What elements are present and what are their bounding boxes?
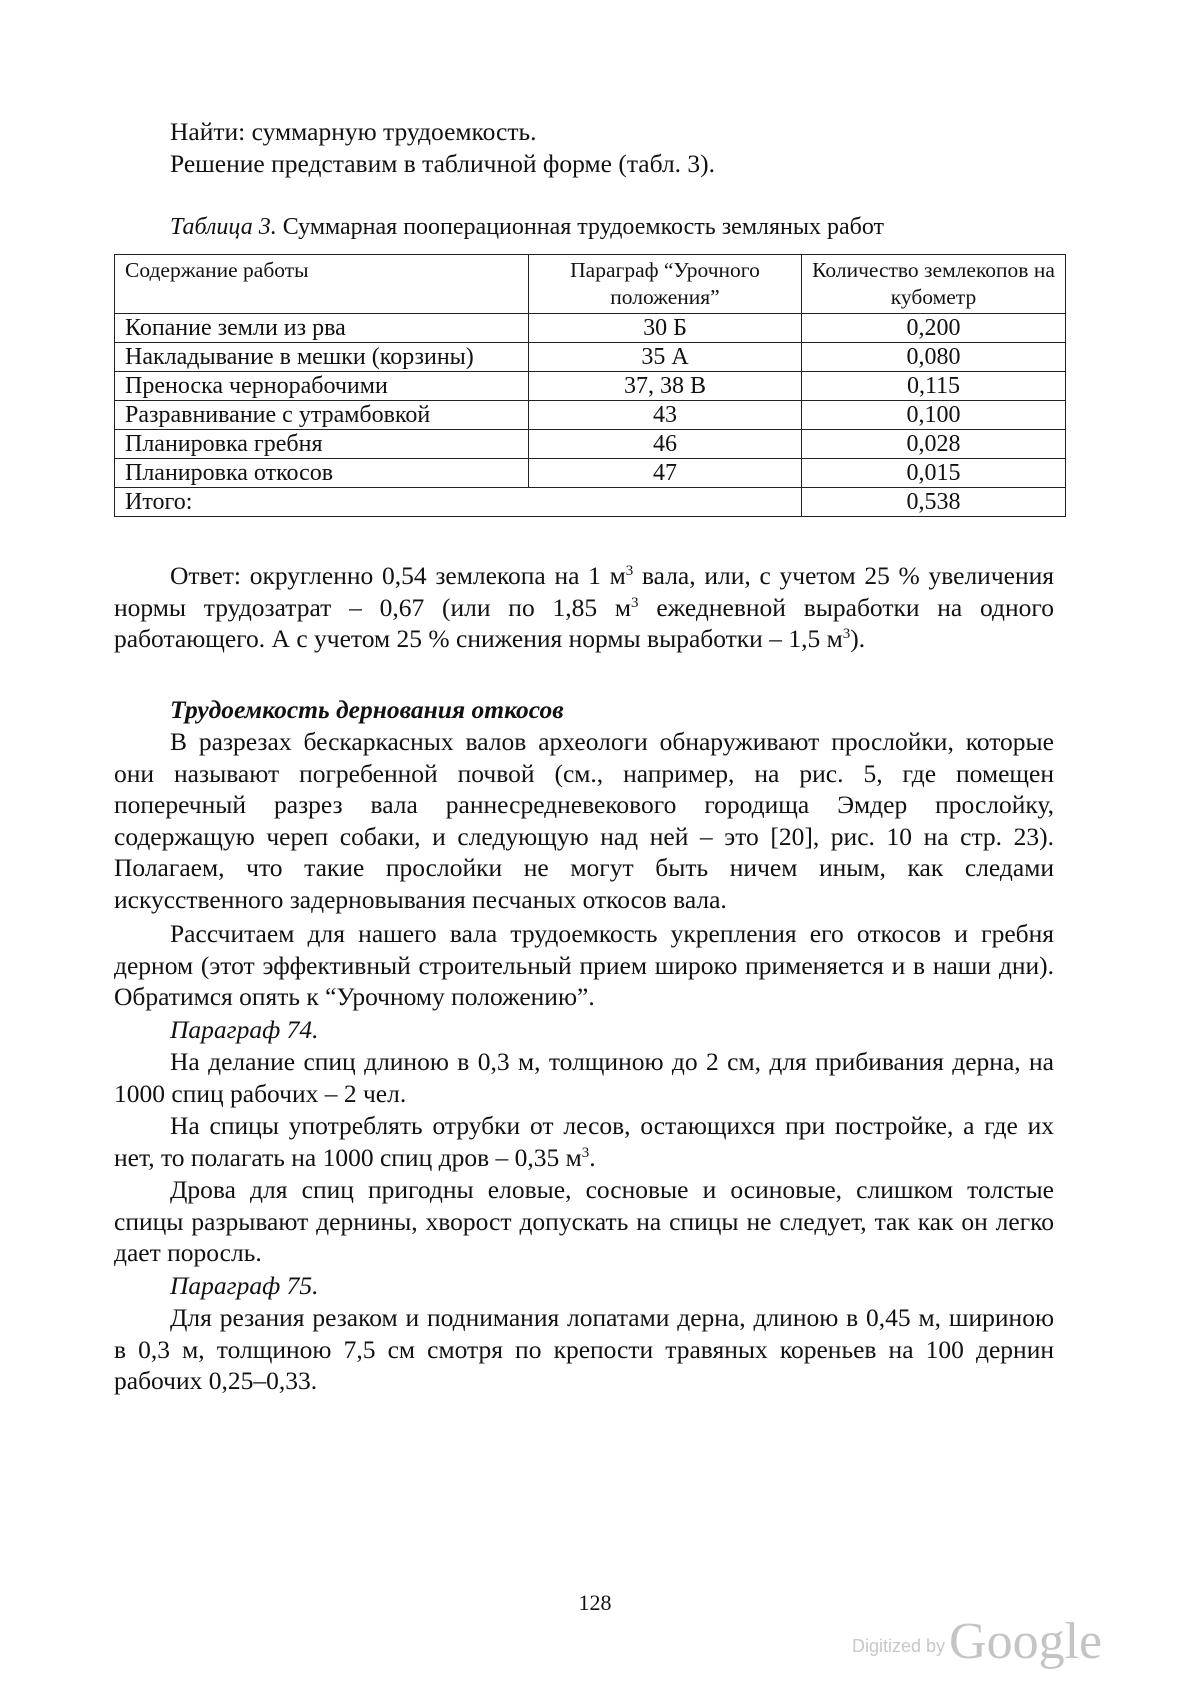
digitized-by-text: Digitized by [852, 1636, 946, 1656]
labor-table [114, 254, 1066, 517]
row-value: 0,115 [802, 372, 1066, 401]
digitized-by-watermark [852, 1612, 1102, 1671]
row-value: 0,015 [802, 459, 1066, 488]
row-value: 0,100 [802, 401, 1066, 430]
paragraph-74-text-3: Дрова для спиц пригодны еловые, сосновые и осиновые, слишком толстые спицы разрывают дернины, хворост допускать на спицы не следует, так как он легко дает поросль. [114, 1175, 1054, 1267]
row-work: Накладывание в мешки (корзины) [115, 343, 529, 372]
section-paragraph-1: В разрезах бескаркасных валов археологи обнаруживают прослойки, которые они называют погребенной почвой (см., например, на рис. 5, где помещен поперечный разрез вала раннесредневекового городища Эмдер прослойку, содержащую череп собаки, и следующую над ней – это [20], рис. 10 на стр. 23). Полагаем, что такие прослойки не могут быть ничем иным, как следами искусственного задерновывания песчаных откосов вала. [114, 727, 1054, 914]
paragraph-75-text: Для резания резаком и поднимания лопатами дерна, длиною в 0,45 м, шириною в 0,3 м, толщиною 7,5 см смотря по крепости травяных кореньев на 100 дернин рабочих 0,25–0,33. [114, 1303, 1054, 1395]
row-value: 0,200 [802, 314, 1066, 343]
paragraph-75-label: Параграф 75. [170, 1271, 319, 1300]
section-paragraph-2: Рассчитаем для нашего вала трудоемкость укрепления его откосов и гребня дерном (этот эффективный строительный прием широко применяется и в наши дни). Обратимся опять к “Урочному положению”. [114, 919, 1054, 1011]
answer-paragraph: Ответ: округленно 0,54 землекопа на 1 $м^3$ вала, или, с учетом 25 % увеличения нормы трудозатрат – 0,67 (или по 1,85 $м^3$ ежедневной выработки на одного работающего. А с учетом 25 % снижения нормы выработки – 1,5 $м^3$). [114, 561, 1054, 653]
table-row [115, 401, 1066, 430]
table-caption [170, 212, 884, 242]
row-work: Преноска чернорабочими [115, 372, 529, 401]
total-label: Итого: [115, 488, 802, 517]
paragraph-74-text-1: На делание спиц длиною в 0,3 м, толщиною до 2 см, для прибивания дерна, на 1000 спиц рабочих – 2 чел. [114, 1047, 1054, 1108]
intro-line-1: Найти: суммарную трудоемкость. [170, 117, 537, 146]
google-logo: Google [949, 1613, 1103, 1670]
header-diggers: Количество землекопов на кубометр [802, 255, 1066, 314]
section-heading: Трудоемкость дернования откосов [170, 695, 564, 724]
row-paragraph: 35 А [529, 343, 802, 372]
table-row [115, 430, 1066, 459]
table-total-row [115, 488, 1066, 517]
row-work: Разравнивание с утрамбовкой [115, 401, 529, 430]
row-work: Планировка откосов [115, 459, 529, 488]
row-paragraph: 46 [529, 430, 802, 459]
row-work: Планировка гребня [115, 430, 529, 459]
total-value: 0,538 [802, 488, 1066, 517]
row-paragraph: 37, 38 В [529, 372, 802, 401]
table-header-row [115, 255, 1066, 314]
paragraph-74-label: Параграф 74. [170, 1015, 319, 1044]
table-row [115, 343, 1066, 372]
row-paragraph: 43 [529, 401, 802, 430]
table-row [115, 459, 1066, 488]
row-work: Копание земли из рва [115, 314, 529, 343]
intro-line-2: Решение представим в табличной форме (табл. 3). [170, 149, 716, 178]
page-number: 128 [578, 1590, 612, 1615]
table-row [115, 372, 1066, 401]
row-value: 0,080 [802, 343, 1066, 372]
table-row [115, 314, 1066, 343]
paragraph-74-text-2: На спицы употреблять отрубки от лесов, остающихся при постройке, а где их нет, то полагать на 1000 спиц дров – 0,35 $м^3$. [114, 1111, 1054, 1172]
table-caption-label: Таблица 3. [170, 214, 277, 240]
row-paragraph: 30 Б [529, 314, 802, 343]
header-work: Содержание работы [115, 255, 529, 314]
header-paragraph: Параграф “Урочного положения” [529, 255, 802, 314]
row-paragraph: 47 [529, 459, 802, 488]
row-value: 0,028 [802, 430, 1066, 459]
table-caption-text: Суммарная пооперационная трудоемкость земляных работ [282, 214, 885, 240]
